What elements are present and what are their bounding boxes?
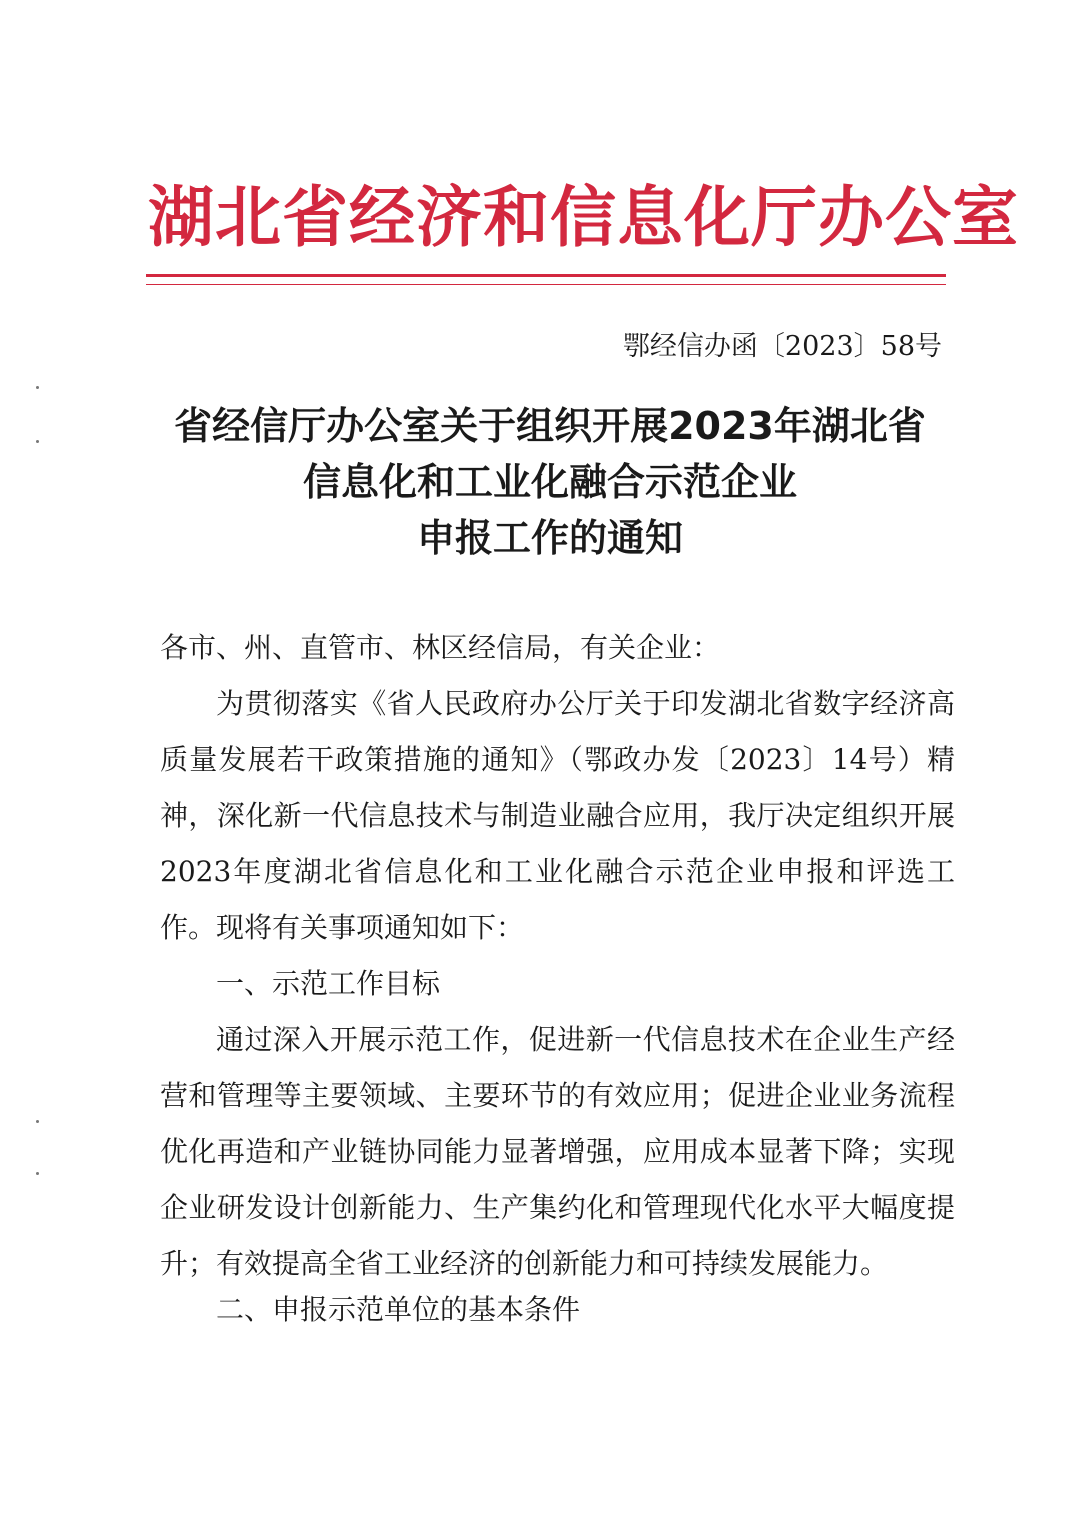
title-line-3: 申报工作的通知 — [416, 516, 683, 560]
scan-speck — [36, 1172, 39, 1175]
addressee: 各市、州、直管市、林区经信局，有关企业： — [160, 631, 721, 664]
header-rule-thin — [146, 284, 946, 285]
document-number: 鄂经信办函〔2023〕58号 — [622, 331, 942, 362]
title-line-2: 信息化和工业化融合示范企业 — [302, 460, 797, 504]
scan-speck — [36, 386, 39, 389]
paragraph-intro: 为贯彻落实《省人民政府办公厅关于印发湖北省数字经济高质量发展若干政策措施的通知》（鄂政办发〔2023〕14号）精神，深化新一代信息技术与制造业融合应用，我厅决定组织开展2023年度湖北省信息化和工业化融合示范企业申报和评选工作。现将有关事项通知如下： — [160, 687, 955, 944]
paragraph-goals: 通过深入开展示范工作，促进新一代信息技术在企业生产经营和管理等主要领域、主要环节的有效应用；促进企业业务流程优化再造和产业链协同能力显著增强，应用成本显著下降；实现企业研发设计创新能力、生产集约化和管理现代化水平大幅度提升；有效提高全省工业经济的创新能力和可持续发展能力。 — [160, 1023, 955, 1280]
section-heading-1: 一、示范工作目标 — [216, 967, 441, 1000]
issuing-office-header: 湖北省经济和信息化厅办公室 — [148, 179, 1019, 256]
document-title — [140, 398, 960, 566]
title-line-1: 省经信厅办公室关于组织开展2023年湖北省 — [174, 404, 926, 448]
section-heading-2: 二、申报示范单位的基本条件 — [216, 1293, 581, 1326]
header-rule-thick — [146, 274, 946, 277]
scan-speck — [36, 440, 39, 443]
scan-speck — [36, 1120, 39, 1123]
